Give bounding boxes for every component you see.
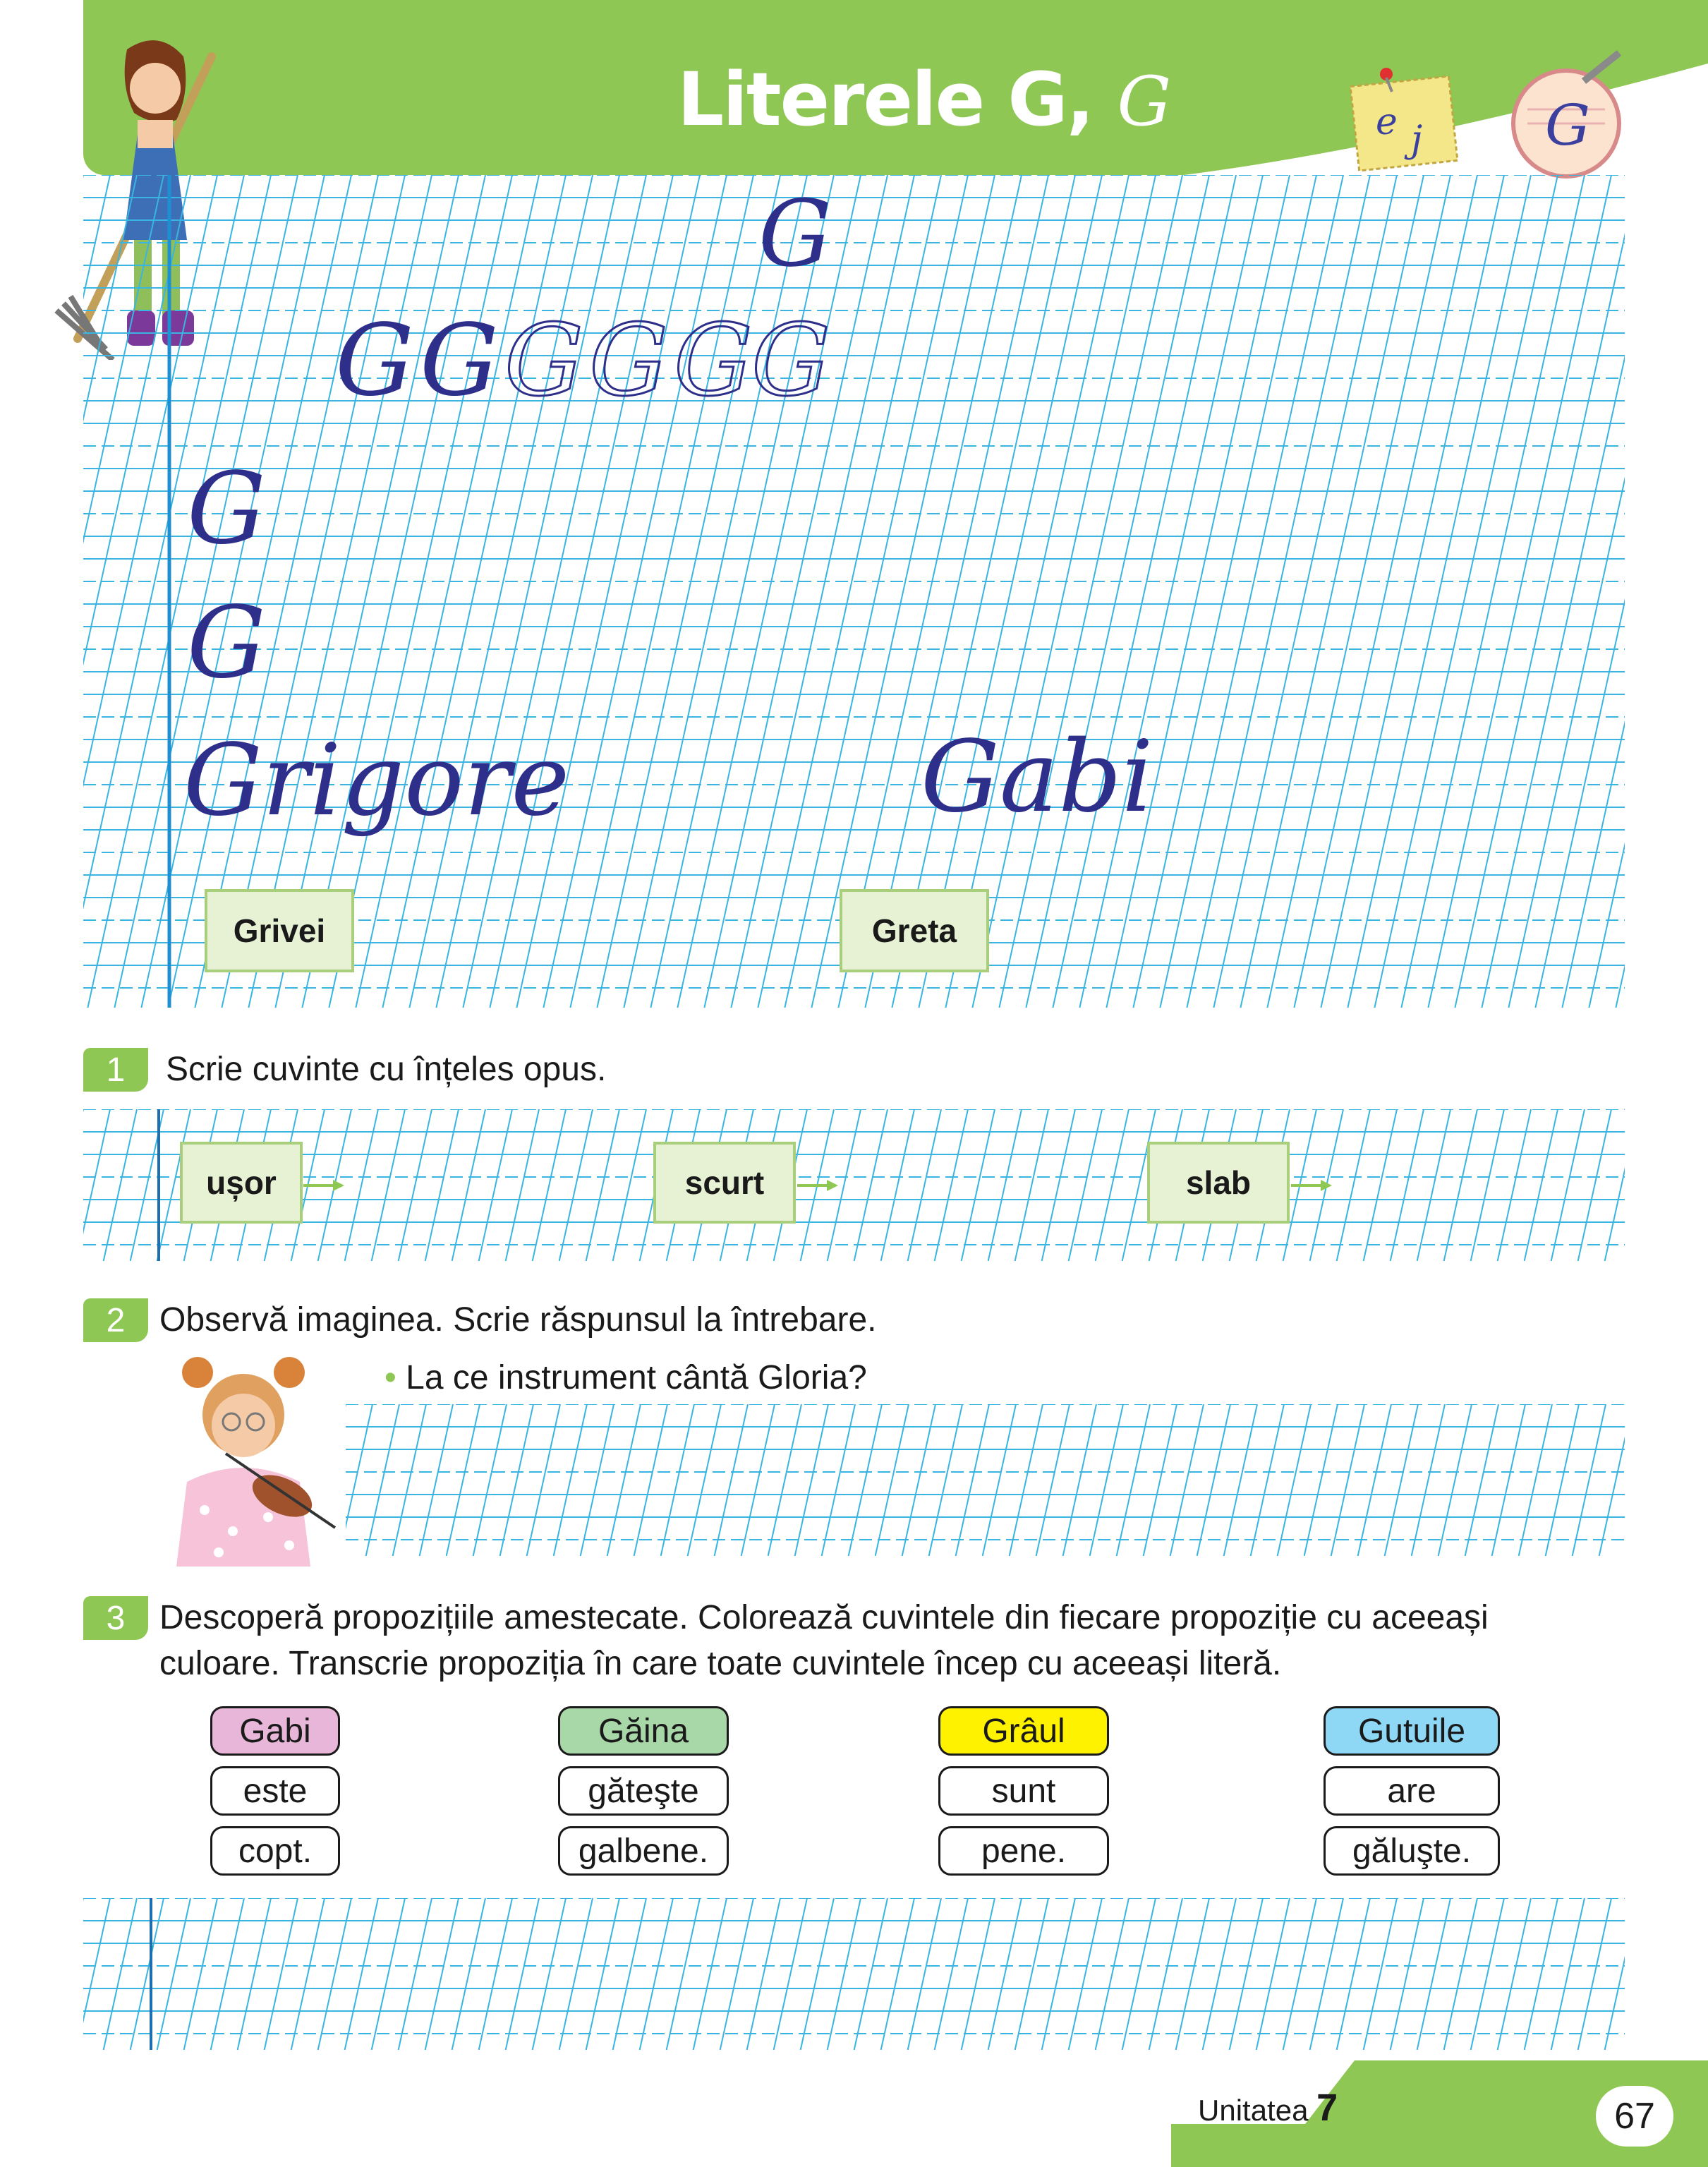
exercise-3-number: 3 (83, 1596, 148, 1640)
exercise-3-instruction-line-2: culoare. Transcrie propoziția în care toate cuvintele încep cu aceeași literă. (159, 1645, 1282, 1682)
word-chip-gaina[interactable]: Găina (558, 1706, 729, 1756)
exercise-3-answer-grid[interactable] (83, 1898, 1625, 2050)
exercise-1-instruction: Scrie cuvinte cu înțeles opus. (166, 1051, 607, 1088)
word-chip-gabi[interactable]: Gabi (210, 1706, 340, 1756)
exercise-3-instruction-line-1: Descoperă propozițiile amestecate. Colorează cuvintele din fiecare propoziție cu aceeași (159, 1599, 1489, 1636)
exercise-2-number: 2 (83, 1298, 148, 1342)
word-box-greta: Greta (840, 889, 989, 972)
word-chip-sunt[interactable]: sunt (938, 1766, 1109, 1816)
cursive-sample-top: G (758, 180, 832, 287)
letter-badge-icon (1499, 46, 1633, 180)
exercise-2-instruction: Observă imaginea. Scrie răspunsul la întrebare. (159, 1301, 877, 1339)
title-cursive-letter: G (1117, 62, 1170, 141)
cursive-row-dotted-4: G (751, 303, 830, 418)
exercise-2-answer-grid[interactable] (346, 1404, 1625, 1556)
page-title: Literele G, G (677, 56, 1170, 143)
svg-text:j: j (1411, 119, 1423, 161)
cursive-word-grigore: Grigore (183, 723, 570, 838)
bullet-icon: • (384, 1359, 396, 1396)
word-box-slab: slab (1147, 1142, 1290, 1224)
arrow-icon (797, 1178, 840, 1193)
word-box-grivei: Grivei (205, 889, 354, 972)
pinned-note-icon (1344, 60, 1464, 180)
word-chip-gateste[interactable]: găteşte (558, 1766, 729, 1816)
exercise-1-number: 1 (83, 1048, 148, 1092)
cursive-margin-1: G (187, 452, 266, 567)
cursive-margin-2: G (187, 586, 266, 701)
cursive-row-dotted-1: G (504, 303, 583, 418)
unit-label: Unitatea 7 (1198, 2087, 1338, 2129)
girl-playing-violin-illustration (148, 1355, 346, 1567)
page-number: 67 (1596, 2086, 1673, 2147)
word-chip-galbene[interactable]: galbene. (558, 1826, 729, 1876)
handwriting-grid (83, 175, 1625, 1008)
word-chip-pene[interactable]: pene. (938, 1826, 1109, 1876)
cursive-row-dotted-2: G (589, 303, 668, 418)
svg-text:G: G (1545, 92, 1590, 158)
word-box-usor: ușor (180, 1142, 303, 1224)
word-chip-este[interactable]: este (210, 1766, 340, 1816)
arrow-icon (1291, 1178, 1333, 1193)
arrow-icon (303, 1178, 346, 1193)
unit-number: 7 (1316, 2087, 1338, 2129)
word-chip-copt[interactable]: copt. (210, 1826, 340, 1876)
cursive-row-solid-1: G (335, 303, 414, 418)
word-chip-gutuile[interactable]: Gutuile (1324, 1706, 1500, 1756)
cursive-word-gabi: Gabi (921, 720, 1153, 835)
exercise-2-question: • La ce instrument cântă Gloria? (384, 1359, 867, 1396)
word-box-scurt: scurt (653, 1142, 796, 1224)
cursive-row-solid-2: G (420, 303, 499, 418)
word-chip-galuste[interactable]: găluşte. (1324, 1826, 1500, 1876)
word-chip-are[interactable]: are (1324, 1766, 1500, 1816)
svg-text:e: e (1376, 101, 1398, 143)
cursive-row-dotted-3: G (674, 303, 753, 418)
word-chip-graul[interactable]: Grâul (938, 1706, 1109, 1756)
